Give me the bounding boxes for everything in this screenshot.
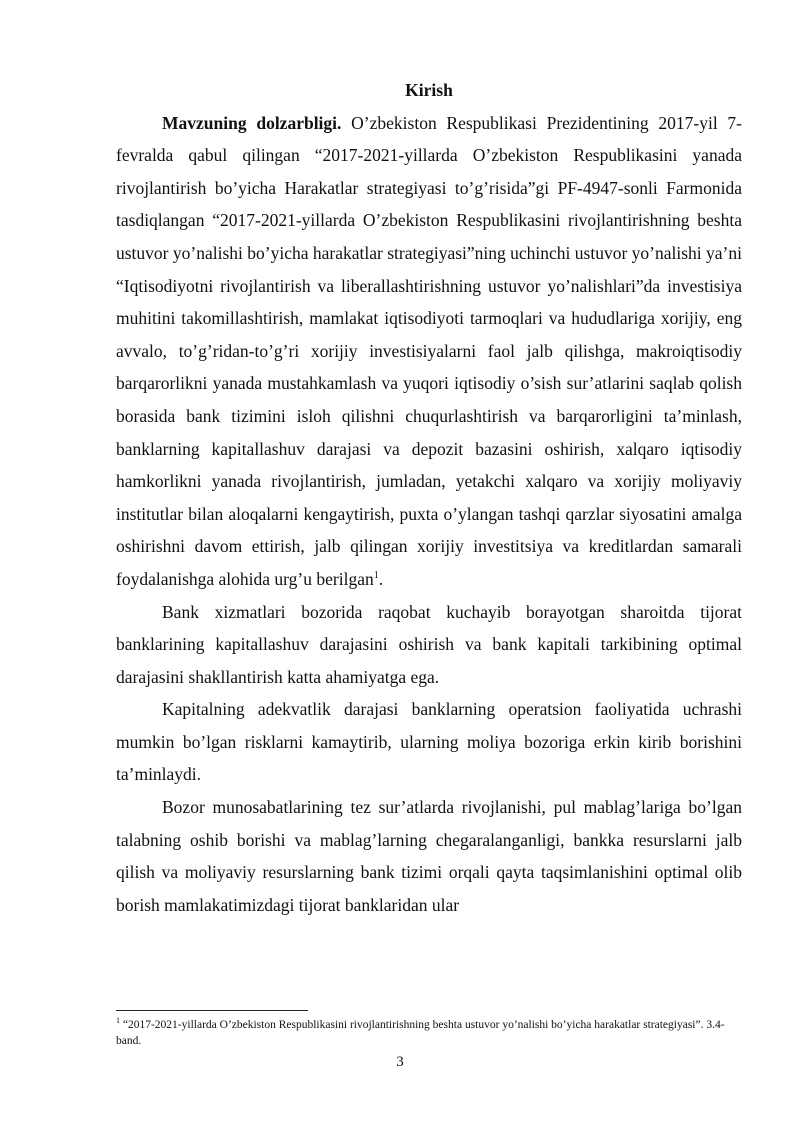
paragraph-lead: Mavzuning dolzarbligi. [162,112,342,133]
footnote-marker: 1 [116,1016,120,1026]
footnote-separator [116,1010,308,1011]
section-heading: Kirish [405,80,453,100]
document-body [116,74,742,921]
footnote-reference[interactable]: 1 [373,570,379,582]
footnote-text: “2017-2021-yillarda O’zbekiston Respublikasini rivojlantirishning beshta ustuvor yo’nalishi bo’yicha harakatlar strategiyasi”. 3.4-band. [116,1019,725,1047]
page-number: 3 [396,1054,404,1070]
paragraph-capital-adequacy: Kapitalning adekvatlik darajasi banklarning operatsion faoliyatida uchrashi mumkin bo’lgan risklarni kamaytirib, ularning moliya bozoriga erkin kirib borishini ta’minlaydi. [116,699,742,785]
paragraph-tail: . [378,568,384,589]
paragraph-bank-services: Bank xizmatlari bozorida raqobat kuchayib borayotgan sharoitda tijorat banklarining kapitallashuv darajasini oshirish va bank kapitali tarkibining optimal darajasini shakllantirish katta ahamiyatga ega. [116,601,742,687]
paragraph-relevance [116,107,742,596]
paragraph-text: O’zbekiston Respublikasi Prezidentining 2017-yil 7-fevralda qabul qilingan “2017-2021-yillarda O’zbekiston Respublikasini yanada rivojlantirish bo’yicha Harakatlar strategiyasi to’g’risida”gi PF-4947-sonli Farmonida tasdiqlangan “2017-2021-yillarda O’zbekiston Respublikasini rivojlantirishning beshta ustuvor yo’nalishi bo’yicha harakatlar strategiyasi”ning uchinchi ustuvor yo’nalishi ya’ni “Iqtisodiyotni rivojlantirish va liberallashtirishning ustuvor yo’nalishlari”da investisiya muhitini takomillashtirish, mamlakat iqtisodiyoti tarmoqlari va hududlariga xorijiy, eng avvalo, to’g’ridan-to’g’ri xorijiy investisiyalarni faol jalb qilishga, makroiqtisodiy barqarorlikni yanada mustahkamlash va yuqori iqtisodiy o’sish sur’atlarini saqlab qolish borasida bank tizimini isloh qilishni chuqurlashtirish va barqarorligini ta’minlash, banklarning kapitallashuv darajasi va depozit bazasini oshirish, xalqaro iqtisodiy hamkorlikni yanada rivojlantirish, jumladan, yetakchi xalqaro va xorijiy moliyaviy institutlar bilan aloqalarni kengaytirish, puxta o’ylangan tashqi qarzlar siyosatini amalga oshirishni davom ettirish, jalb qilingan xorijiy investitsiya va kreditlardan samarali foydalanishga alohida urg’u berilgan [116,112,743,589]
paragraph-market-relations: Bozor munosabatlarining tez sur’atlarda rivojlanishi, pul mablag’lariga bo’lgan talabning oshib borishi va mablag’larning chegaralanganligi, bankka resurslarni jalb qilish va moliyaviy resurslarning bank tizimi orqali qayta taqsimlanishini optimal olib borish mamlakatimizdagi tijorat banklaridan ular [116,797,742,915]
footnote [116,1017,742,1049]
